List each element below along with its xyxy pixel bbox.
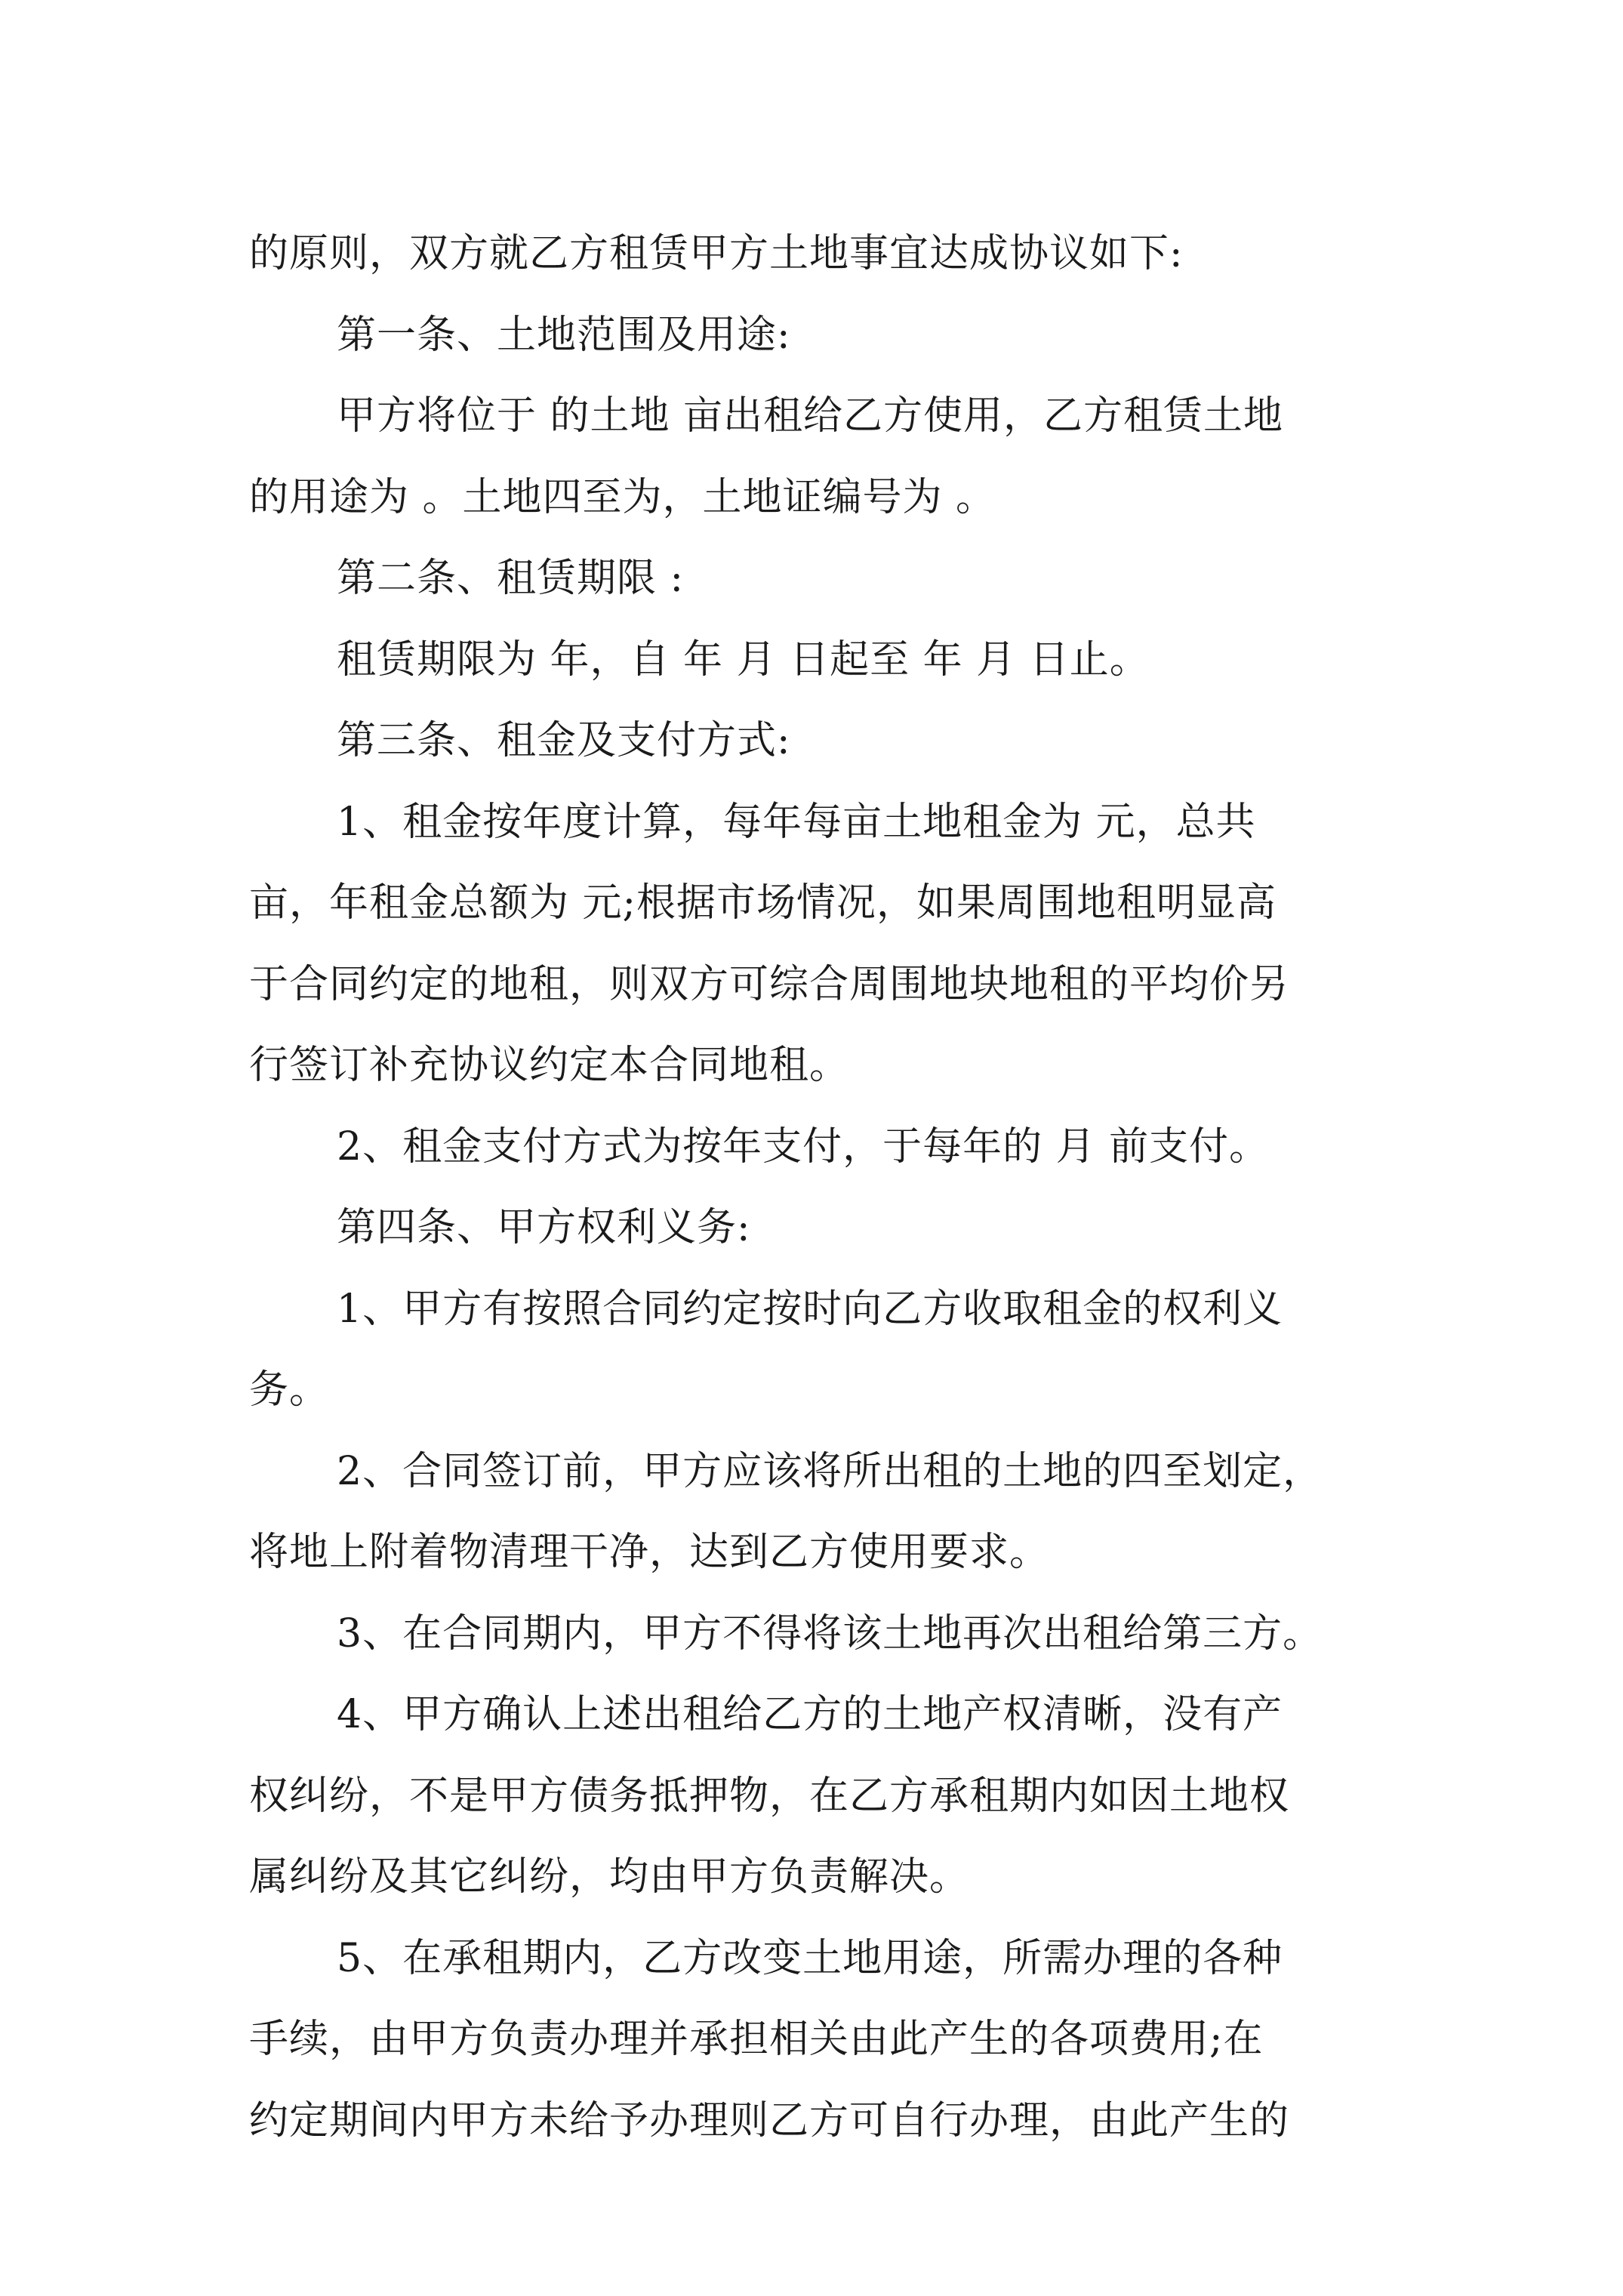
text-line: 将地上附着物清理干净，达到乙方使用要求。 <box>249 1530 1050 1575</box>
text-line: 约定期间内甲方未给予办理则乙方可自行办理，由此产生的 <box>249 2097 1290 2143</box>
text-line: 属纠纷及其它纠纷，均由甲方负责解决。 <box>249 1854 970 1900</box>
text-line: 租赁期限为 年，自 年 月 日起至 年 月 日止。 <box>337 636 1150 683</box>
text-line: 手续，由甲方负责办理并承担相关由此产生的各项费用;在 <box>249 2017 1264 2062</box>
article-4-heading: 第四条、甲方权利义务: <box>337 1205 751 1250</box>
text-line: 行签订补充协议约定本合同地租。 <box>249 1043 850 1088</box>
text-line: 于合同约定的地租，则双方可综合周围地块地租的平均价另 <box>249 961 1290 1007</box>
text-line: 2、租金支付方式为按年支付，于每年的 月 前支付。 <box>337 1123 1270 1170</box>
contract-body <box>249 214 1381 2162</box>
text-line: 甲方将位于 的土地 亩出租给乙方使用，乙方租赁土地 <box>337 393 1284 439</box>
text-line: 亩，年租金总额为 元;根据市场情况，如果周围地租明显高 <box>249 880 1277 926</box>
text-line: 4、甲方确认上述出租给乙方的土地产权清晰，没有产 <box>337 1692 1283 1737</box>
text-line: 的用途为 。土地四至为，土地证编号为 。 <box>249 474 996 520</box>
text-line: 2、合同签订前，甲方应该将所出租的土地的四至划定， <box>337 1448 1323 1494</box>
text-line: 务。 <box>249 1367 330 1413</box>
article-1-heading: 第一条、土地范围及用途: <box>337 312 791 358</box>
article-3-heading: 第三条、租金及支付方式: <box>337 718 791 763</box>
text-line: 3、在合同期内，甲方不得将该土地再次出租给第三方。 <box>337 1610 1323 1657</box>
article-2-heading: 第二条、租赁期限 : <box>337 556 685 601</box>
text-line: 1、甲方有按照合同约定按时向乙方收取租金的权利义 <box>337 1286 1283 1332</box>
text-line: 1、租金按年度计算，每年每亩土地租金为 元，总共 <box>337 799 1256 845</box>
text-line: 权纠纷，不是甲方债务抵押物，在乙方承租期内如因土地权 <box>249 1773 1290 1819</box>
text-line: 5、在承租期内，乙方改变土地用途，所需办理的各种 <box>337 1935 1283 1981</box>
text-line: 的原则，双方就乙方租赁甲方土地事宜达成协议如下: <box>249 231 1184 276</box>
